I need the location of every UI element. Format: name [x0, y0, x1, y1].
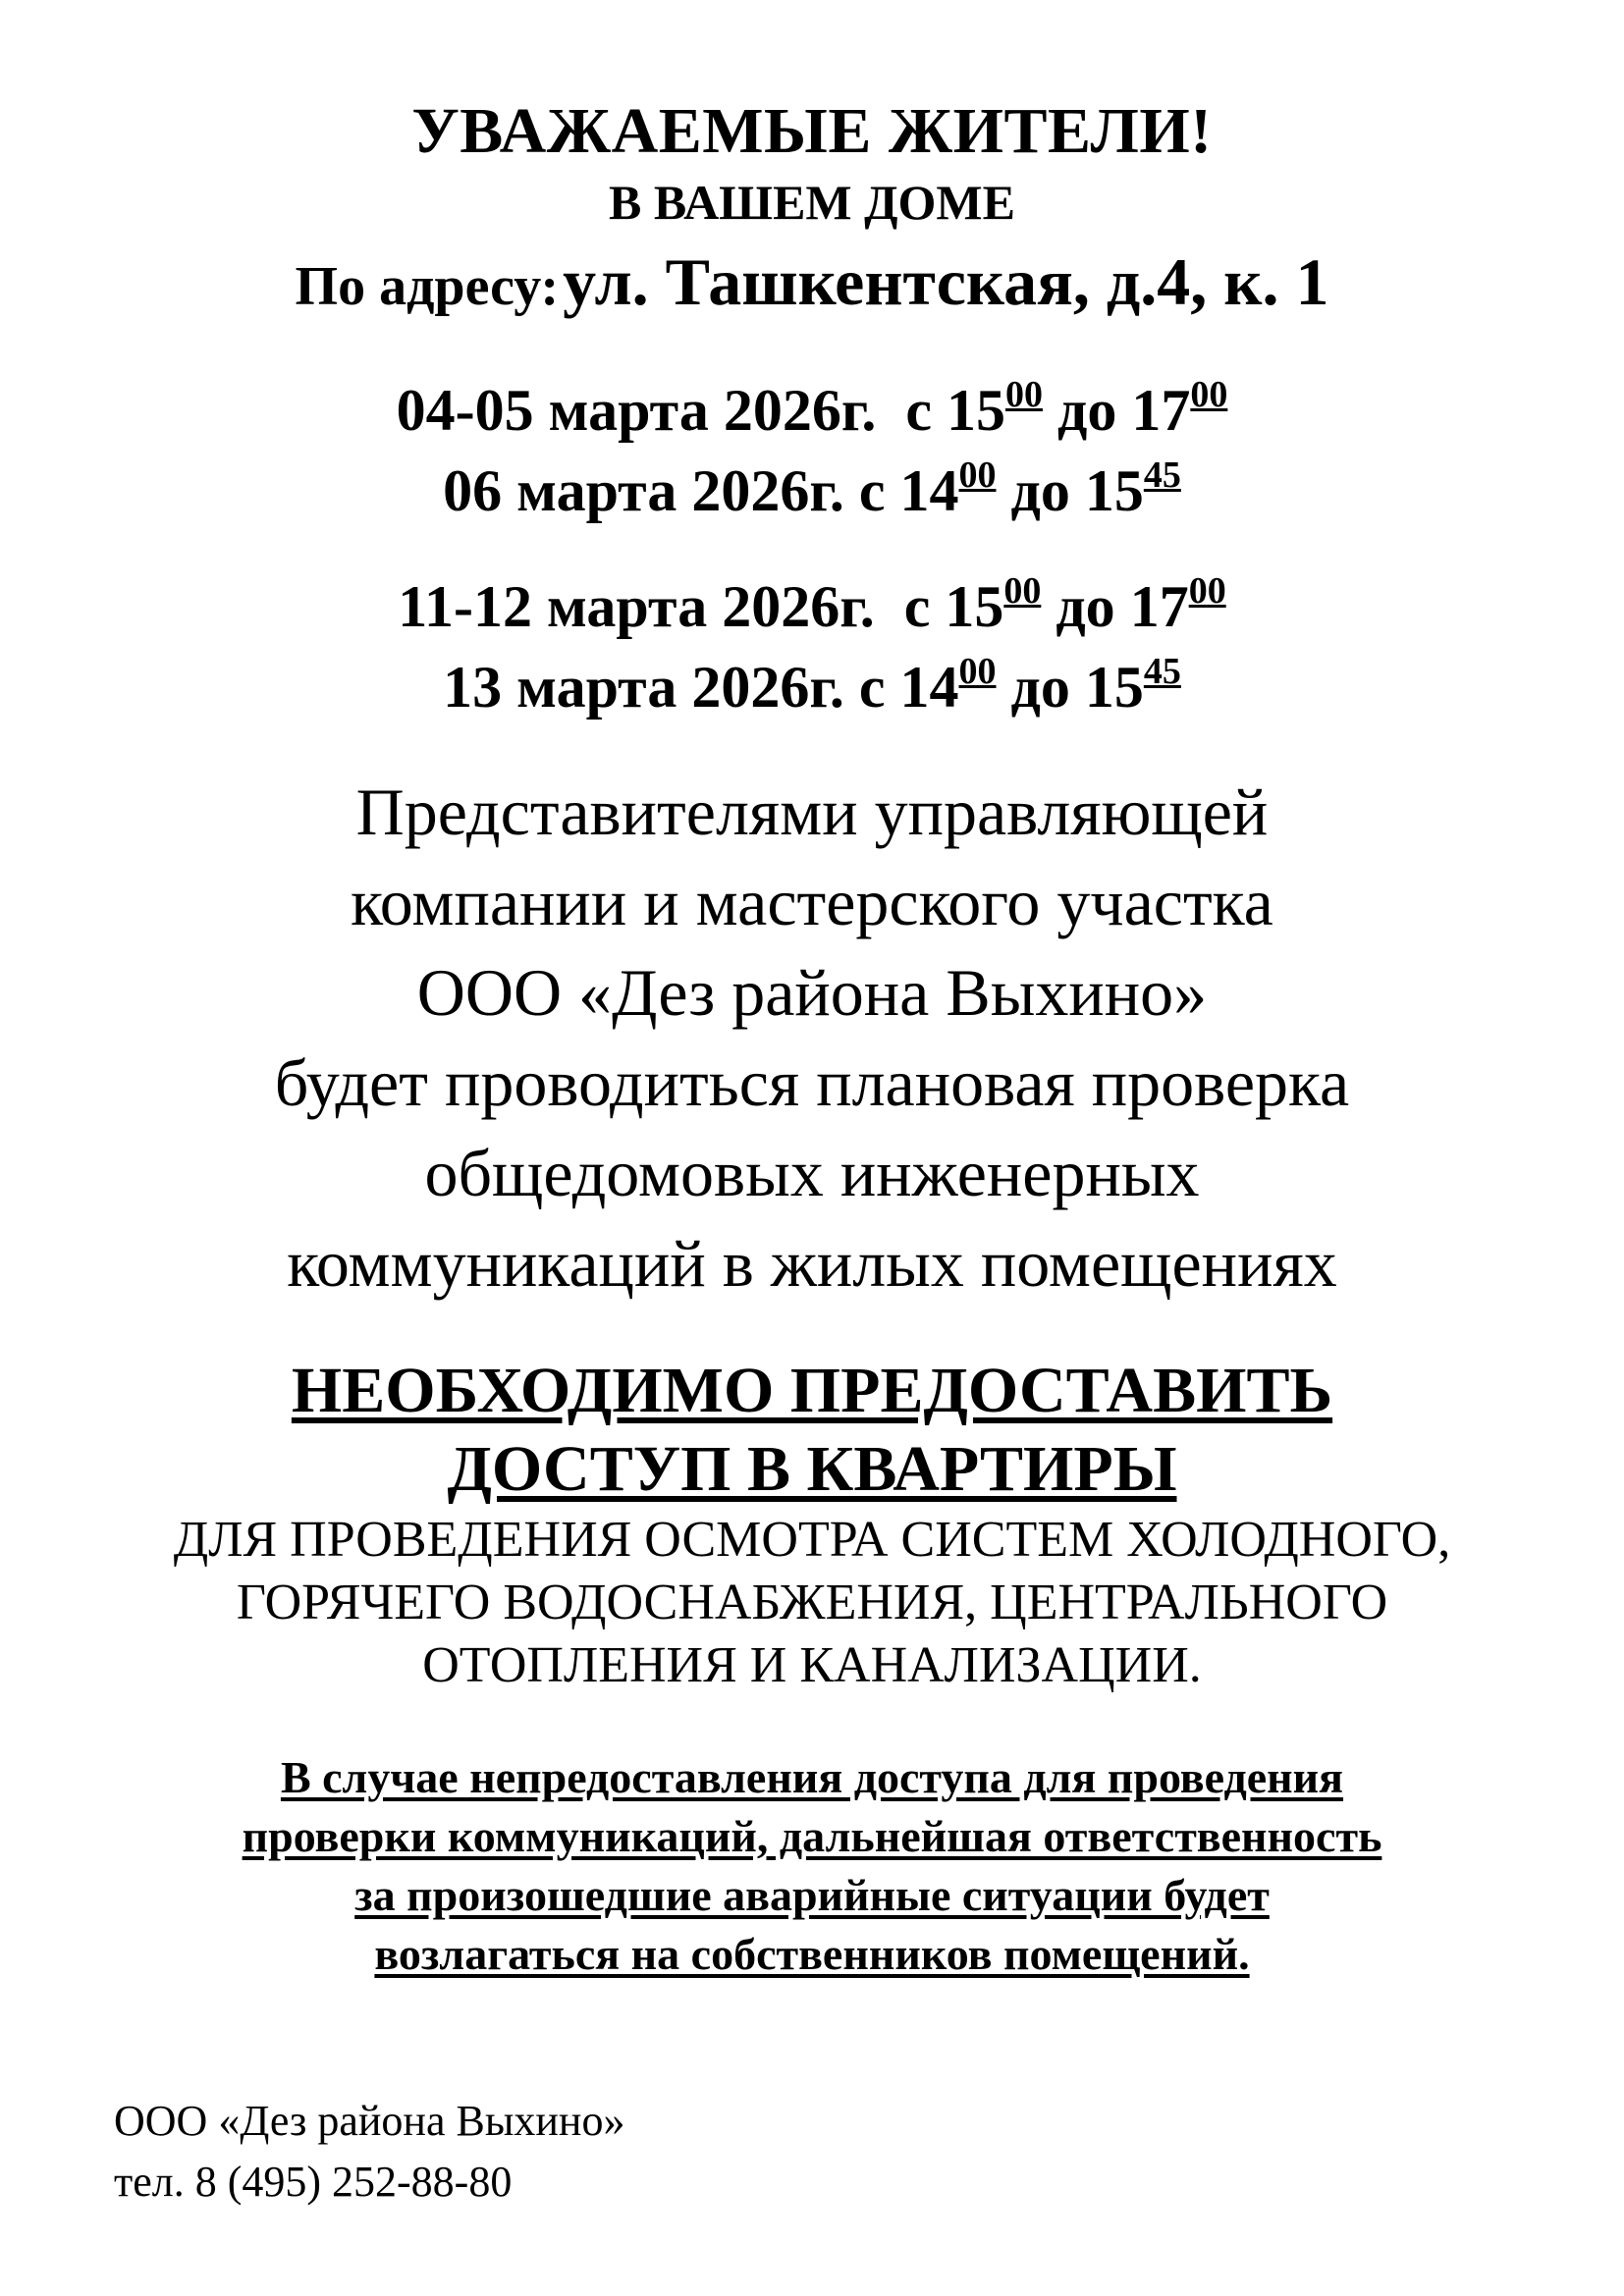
liability-warning: [88, 1748, 1536, 1984]
schedule-from-min: 00: [1003, 570, 1042, 612]
description-line: ООО «Дез района Выхино»: [416, 955, 1208, 1030]
schedule-date: 04-05 марта 2026г.: [396, 378, 877, 443]
schedule-to-label: до: [1056, 378, 1117, 443]
description-line: будет проводиться плановая проверка: [274, 1045, 1350, 1120]
schedule-to-min: 45: [1143, 454, 1181, 496]
access-line: НЕОБХОДИМО ПРЕДОСТАВИТЬ: [291, 1355, 1333, 1426]
description-line: компании и мастерского участка: [351, 865, 1273, 939]
schedule-date: 11-12 марта 2026г.: [398, 574, 875, 639]
schedule-to-label: до: [1056, 574, 1115, 639]
description-line: общедомовых инженерных: [424, 1136, 1200, 1210]
access-line: ДОСТУП В КВАРТИРЫ: [447, 1433, 1177, 1505]
notice-subtitle: В ВАШЕМ ДОМЕ: [609, 175, 1015, 230]
schedule-from-hour: 14: [899, 458, 959, 523]
schedule-from-label: с: [858, 655, 886, 720]
schedule-to-hour: 17: [1129, 574, 1189, 639]
address-street: ул. Ташкентская, д.4, к. 1: [563, 244, 1329, 319]
schedule-to-min: 00: [1188, 570, 1226, 612]
schedule-from-min: 00: [958, 454, 997, 496]
schedule-from-hour: 14: [899, 655, 959, 720]
footer-company: ООО «Дез района Выхино»: [114, 2097, 625, 2145]
schedule-line: [88, 370, 1536, 451]
warning-line: В случае непредоставления доступа для проведения: [280, 1752, 1344, 1802]
schedule-to-hour: 15: [1084, 655, 1144, 720]
schedule-to-label: до: [1010, 458, 1070, 523]
footer-contact: [114, 2091, 624, 2213]
purpose-line: ОТОПЛЕНИЯ И КАНАЛИЗАЦИИ.: [422, 1637, 1202, 1693]
schedule-to-label: до: [1010, 655, 1070, 720]
schedule-from-min: 00: [1004, 374, 1043, 415]
warning-line: проверки коммуникаций, дальнейшая ответственность: [242, 1811, 1382, 1861]
warning-line: за произошедшие аварийные ситуации будет: [354, 1870, 1270, 1920]
notice-title: УВАЖАЕМЫЕ ЖИТЕЛИ!: [411, 95, 1213, 167]
schedule-from-hour: 15: [945, 574, 1004, 639]
schedule-from-label: с: [905, 378, 932, 443]
address-prefix: По адресу:: [295, 256, 560, 317]
address-line: [88, 240, 1536, 343]
warning-line: возлагаться на собственников помещений.: [374, 1929, 1250, 1979]
schedule-to-hour: 15: [1084, 458, 1144, 523]
inspection-description: [88, 767, 1536, 1308]
schedule-block-2: [88, 566, 1536, 727]
schedule-line: [88, 566, 1536, 647]
inspection-purpose: [88, 1509, 1536, 1697]
schedule-to-hour: 17: [1131, 378, 1191, 443]
footer-phone: тел. 8 (495) 252-88-80: [114, 2158, 513, 2206]
schedule-to-min: 45: [1143, 651, 1181, 692]
schedule-line: [88, 451, 1536, 531]
schedule-block-1: [88, 370, 1536, 531]
description-line: коммуникаций в жилых помещениях: [287, 1226, 1337, 1301]
schedule-from-hour: 15: [946, 378, 1005, 443]
schedule-from-min: 00: [958, 651, 997, 692]
description-line: Представителями управляющей: [355, 774, 1269, 849]
schedule-date: 06 марта 2026г.: [443, 458, 844, 523]
schedule-to-min: 00: [1190, 374, 1228, 415]
purpose-line: ДЛЯ ПРОВЕДЕНИЯ ОСМОТРА СИСТЕМ ХОЛОДНОГО,: [173, 1512, 1451, 1568]
purpose-line: ГОРЯЧЕГО ВОДОСНАБЖЕНИЯ, ЦЕНТРАЛЬНОГО: [236, 1575, 1388, 1630]
schedule-line: [88, 647, 1536, 727]
schedule-from-label: с: [858, 458, 886, 523]
access-heading: [88, 1352, 1536, 1509]
schedule-from-label: с: [903, 574, 931, 639]
schedule-date: 13 марта 2026г.: [443, 655, 844, 720]
